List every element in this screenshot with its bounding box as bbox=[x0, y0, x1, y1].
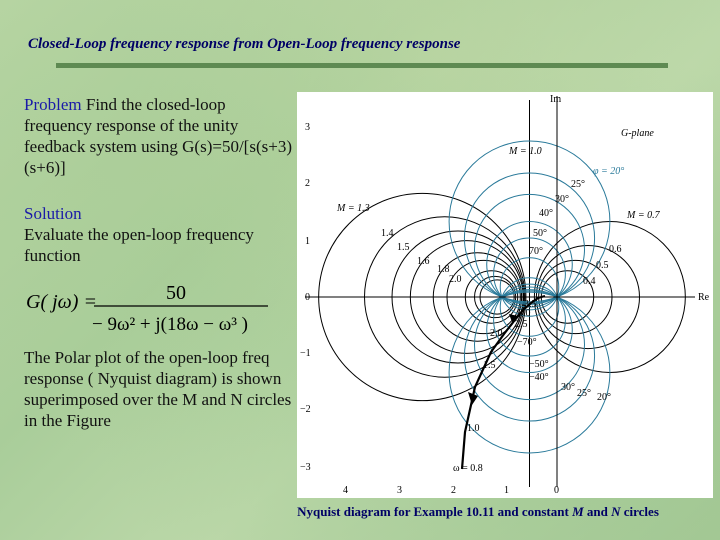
n-label-neg70: −70° bbox=[517, 337, 537, 348]
m-label-0-7: M = 0.7 bbox=[627, 210, 660, 221]
m-label-1-5: 1.5 bbox=[397, 242, 410, 253]
n-label-30: 30° bbox=[555, 194, 569, 205]
n-label-40: 40° bbox=[539, 208, 553, 219]
omega-label-0-8: ω = 0.8 bbox=[453, 463, 483, 474]
m-label-3-5: 3.5 bbox=[524, 299, 537, 310]
y-tick-0: 0 bbox=[305, 292, 310, 303]
m-label-1-3: M = 1.3 bbox=[337, 203, 370, 214]
problem-text: Find the closed-loop frequency response of the unity feedback system using G(s)=50/[s(s+3)(s+6)] bbox=[24, 95, 292, 177]
y-tick-1: 1 bbox=[305, 236, 310, 247]
polar-plot-paragraph: The Polar plot of the open-loop freq response ( Nyquist diagram) is shown superimposed over the M and N circles in the Figure bbox=[24, 348, 292, 430]
n-label-70: 70° bbox=[529, 246, 543, 257]
m-label-1-5b: 1.5 bbox=[483, 360, 496, 371]
n-label-50: 50° bbox=[533, 228, 547, 239]
n-label-20b: 20° bbox=[597, 392, 611, 403]
n-label-25b: 25° bbox=[577, 388, 591, 399]
equation-numerator: 50 bbox=[166, 284, 186, 304]
n-label-neg40: −40° bbox=[529, 372, 549, 383]
problem-paragraph bbox=[24, 94, 294, 178]
equation-lhs: G( jω) = bbox=[26, 291, 97, 313]
caption-and: and bbox=[586, 504, 608, 519]
equation-denominator: − 9ω² + j(18ω − ω³ ) bbox=[92, 314, 248, 335]
solution-label: Solution bbox=[24, 204, 82, 223]
omega-label-1-0: 1.0 bbox=[467, 423, 480, 434]
solution-paragraph bbox=[24, 203, 294, 266]
x-tick-3: 3 bbox=[397, 485, 402, 496]
m-label-0-5: 0.5 bbox=[596, 260, 609, 271]
problem-label: Problem bbox=[24, 95, 82, 114]
re-axis-label: Re bbox=[698, 292, 710, 303]
y-tick-neg2: −2 bbox=[300, 404, 311, 415]
m-label-2-5: 2.5 bbox=[515, 319, 528, 330]
x-tick-4: 4 bbox=[343, 485, 348, 496]
m-label-1-0: M = 1.0 bbox=[509, 146, 542, 157]
y-tick-neg1: −1 bbox=[300, 348, 311, 359]
title-divider bbox=[56, 63, 668, 68]
im-axis-label: Im bbox=[550, 94, 562, 105]
m-label-1-4: 1.4 bbox=[381, 228, 394, 239]
figure-caption bbox=[248, 504, 708, 520]
caption-m: M bbox=[572, 504, 584, 519]
m-label-2-0b: 2.0 bbox=[490, 328, 503, 339]
x-tick-0: 0 bbox=[554, 485, 559, 496]
m-label-3-0: 3.0 bbox=[518, 308, 531, 319]
n-label-25: 25° bbox=[571, 179, 585, 190]
n-label-neg50: −50° bbox=[529, 359, 549, 370]
n-label-30b: 30° bbox=[561, 382, 575, 393]
y-tick-neg3: −3 bbox=[300, 462, 311, 473]
mn-circles bbox=[319, 100, 686, 487]
n-label-20: φ = 20° bbox=[593, 166, 625, 177]
m-label-0-6: 0.6 bbox=[609, 244, 622, 255]
transfer-function-equation bbox=[26, 284, 288, 340]
g-plane-label: G-plane bbox=[621, 128, 654, 139]
slide-title: Closed-Loop frequency response from Open-Loop frequency response bbox=[28, 36, 461, 52]
caption-prefix: Nyquist diagram for Example 10.11 and constant bbox=[297, 504, 569, 519]
m-label-1-8: 1.8 bbox=[437, 264, 450, 275]
m-label-1-6: 1.6 bbox=[417, 256, 430, 267]
y-tick-3: 3 bbox=[305, 122, 310, 133]
caption-n: N bbox=[611, 504, 621, 519]
m-label-0-4: 0.4 bbox=[583, 276, 596, 287]
x-tick-1: 1 bbox=[504, 485, 509, 496]
m-label-2-0: 2.0 bbox=[449, 274, 462, 285]
x-tick-2: 2 bbox=[451, 485, 456, 496]
solution-text: Evaluate the open-loop frequency function bbox=[24, 225, 254, 265]
y-tick-2: 2 bbox=[305, 178, 310, 189]
caption-suffix: circles bbox=[623, 504, 659, 519]
nyquist-m-n-circles-figure bbox=[297, 92, 713, 498]
